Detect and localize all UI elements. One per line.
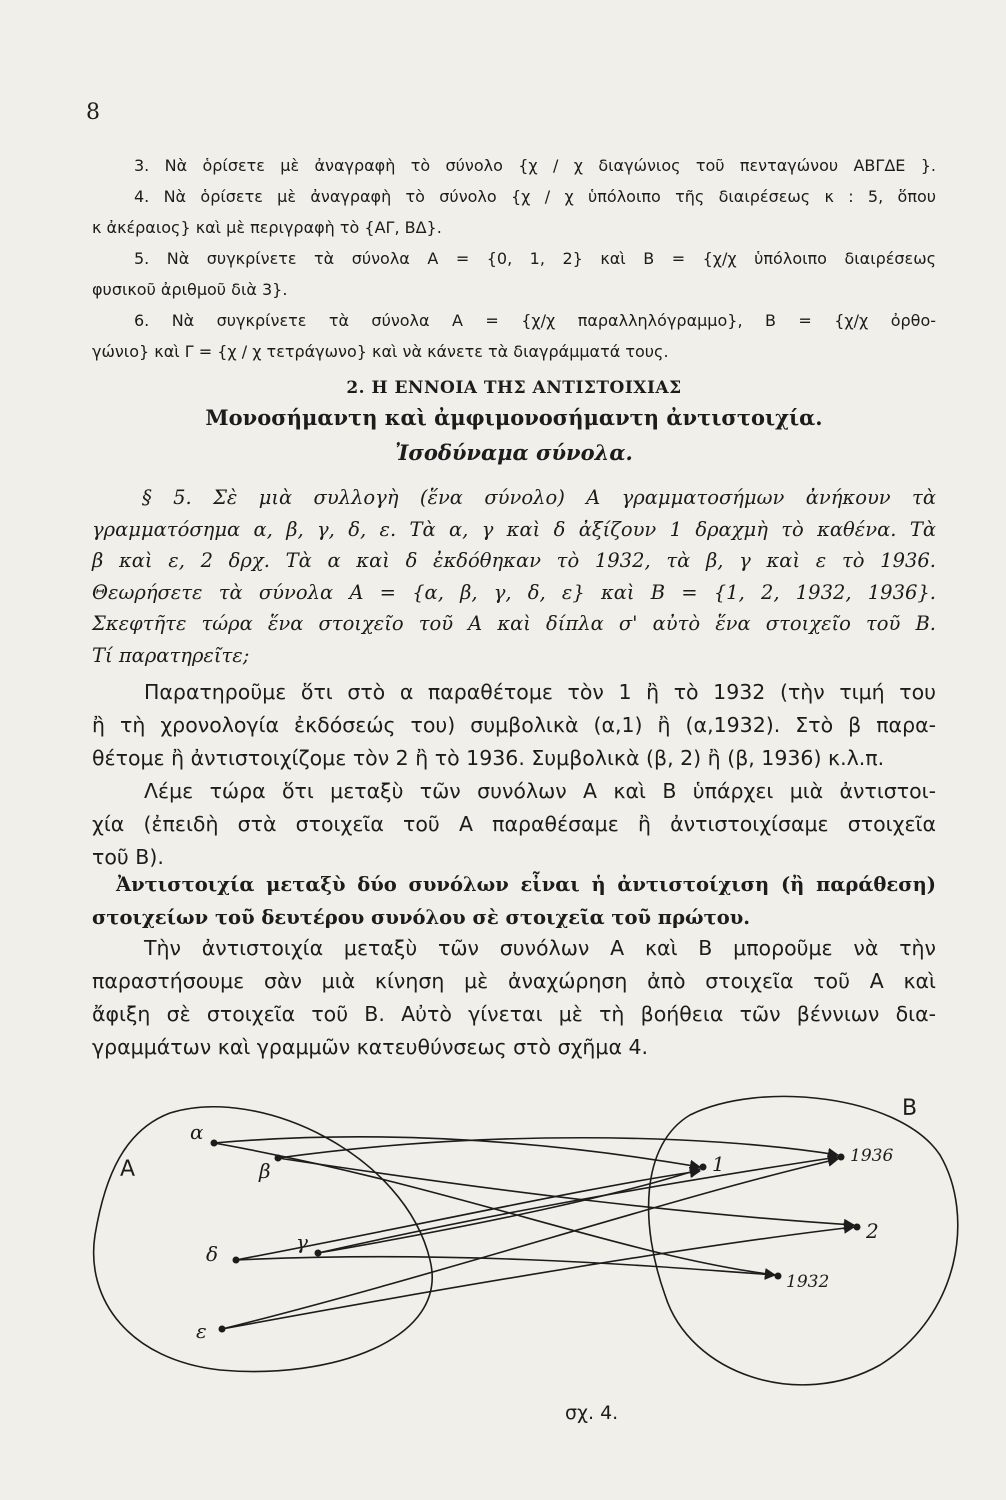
label-alpha: α <box>190 1120 204 1144</box>
exercise-6-line-2: γώνιο} καὶ Γ = {χ / χ τετράγωνο} καὶ νὰ κάνετε τὰ διαγράμματά τους. <box>92 342 669 361</box>
definition-line: Ἀντιστοιχία μεταξὺ δύο συνόλων εἶναι ἡ ἀντιστοίχιση (ἢ παράθεση) <box>116 873 936 896</box>
subtitle-correspondence: Μονοσήμαντη καὶ ἀμφιμονοσήμαντη ἀντιστοιχία. <box>205 405 823 430</box>
body-paragraph-2 <box>92 775 936 874</box>
paragraph-5-line: § 5. Σὲ μιὰ συλλογὴ (ἕνα σύνολο) Α γραμματοσήμων ἀνήκουν τὰ <box>142 486 936 509</box>
body-line: τοῦ Β). <box>92 845 164 869</box>
label-1: 1 <box>712 1152 725 1176</box>
exercise-3 <box>92 150 936 181</box>
body-line: ἢ τὴ χρονολογία ἐκδόσεώς του) συμβολικὰ (α,1) ἢ (α,1932). Στὸ β παρα- <box>92 713 936 737</box>
arrow-delta-1932 <box>236 1257 775 1275</box>
exercise-5-line-2: φυσικοῦ ἀριθμοῦ διὰ 3}. <box>92 280 288 299</box>
exercise-6-line-1: 6. Νὰ συγκρίνετε τὰ σύνολα Α = {χ/χ παραλληλόγραμμο}, Β = {χ/χ ὀρθο- <box>134 311 936 330</box>
label-1932: 1932 <box>786 1272 830 1292</box>
paragraph-5-line: Θεωρήσετε τὰ σύνολα Α = {α, β, γ, δ, ε} καὶ Β = {1, 2, 1932, 1936}. <box>92 580 936 604</box>
point-1932 <box>775 1273 782 1280</box>
body-line: Λέμε τώρα ὅτι μεταξὺ τῶν συνόλων Α καὶ Β ὑπάρχει μιὰ ἀντιστοι- <box>144 779 936 803</box>
paragraph-5 <box>92 482 936 671</box>
point-delta <box>233 1257 240 1264</box>
section-title: 2. Η ΕΝΝΟΙΑ ΤΗΣ ΑΝΤΙΣΤΟΙΧΙΑΣ <box>346 378 682 398</box>
exercise-3-text: 3. Νὰ ὁρίσετε μὲ ἀναγραφὴ τὸ σύνολο {χ / χ διαγώνιος τοῦ πενταγώνου ΑΒΓΔΕ }. <box>134 156 936 175</box>
exercise-5-line-1: 5. Νὰ συγκρίνετε τὰ σύνολα Α = {0, 1, 2} καὶ Β = {χ/χ ὑπόλοιπο διαιρέσεως <box>134 249 936 268</box>
exercise-4-line-1: 4. Νὰ ὁρίσετε μὲ ἀναγραφὴ τὸ σύνολο {χ / χ ὑπόλοιπο τῆς διαιρέσεως κ : 5, ὅπου <box>134 187 936 206</box>
point-alpha <box>211 1140 218 1147</box>
label-delta: δ <box>206 1242 219 1266</box>
definition-line: στοιχείων τοῦ δευτέρου συνόλου σὲ στοιχεῖα τοῦ πρώτου. <box>92 906 751 929</box>
subtitle-equivalent-sets: Ἰσοδύναμα σύνολα. <box>395 440 633 465</box>
set-b-boundary <box>649 1096 958 1384</box>
body-paragraph-1 <box>92 676 936 775</box>
exercise-4-line-2: κ ἀκέραιος} καὶ μὲ περιγραφὴ τὸ {ΑΓ, ΒΔ}. <box>92 218 442 237</box>
venn-diagram-figure <box>0 1075 1006 1395</box>
body-line: ἄφιξη σὲ στοιχεῖα τοῦ Β. Αὐτὸ γίνεται μὲ τὴ βοήθεια τῶν βέννιων δια- <box>92 1002 936 1026</box>
label-beta: β <box>259 1159 271 1183</box>
point-2 <box>854 1224 861 1231</box>
set-a-label: Α <box>120 1157 136 1182</box>
label-epsilon: ε <box>196 1319 207 1343</box>
paragraph-5-line: β καὶ ε, 2 δρχ. Τὰ α καὶ δ ἐκδόθηκαν τὸ 1932, τὰ β, γ καὶ ε τὸ 1936. <box>92 549 936 572</box>
point-epsilon <box>219 1326 226 1333</box>
point-1 <box>700 1164 707 1171</box>
body-line: Τὴν ἀντιστοιχία μεταξὺ τῶν συνόλων Α καὶ Β μποροῦμε νὰ τὴν <box>144 936 936 960</box>
body-line: Παρατηροῦμε ὅτι στὸ α παραθέτομε τὸν 1 ἢ τὸ 1932 (τὴν τιμή του <box>144 680 936 704</box>
definition <box>92 868 936 934</box>
set-b-label: Β <box>902 1096 918 1121</box>
label-2: 2 <box>866 1219 879 1243</box>
point-gamma <box>315 1250 322 1257</box>
point-1936 <box>838 1154 845 1161</box>
body-line: θέτομε ἢ ἀντιστοιχίζομε τὸν 2 ἢ τὸ 1936. Συμβολικὰ (β, 2) ἢ (β, 1936) κ.λ.π. <box>92 746 885 770</box>
paragraph-5-line: γραμματόσημα α, β, γ, δ, ε. Τὰ α, γ καὶ δ ἀξίζουν 1 δραχμὴ τὸ καθένα. Τὰ <box>92 517 936 541</box>
label-gamma: γ <box>296 1230 308 1254</box>
label-1936: 1936 <box>850 1146 894 1166</box>
body-line: χία (ἐπειδὴ στὰ στοιχεῖα τοῦ Α παραθέσαμε ἢ ἀντιστοιχίσαμε στοιχεῖα <box>92 812 936 836</box>
figure-caption: σχ. 4. <box>565 1402 619 1424</box>
body-line: γραμμάτων καὶ γραμμῶν κατευθύνσεως στὸ σχῆμα 4. <box>92 1035 649 1059</box>
body-line: παραστήσουμε σὰν μιὰ κίνηση μὲ ἀναχώρηση ἀπὸ στοιχεῖα τοῦ Α καὶ <box>92 969 936 993</box>
page-number: 8 <box>86 100 100 125</box>
body-paragraph-3 <box>92 932 936 1064</box>
point-beta <box>275 1155 282 1162</box>
paragraph-5-line: Σκεφτῆτε τώρα ἕνα στοιχεῖο τοῦ Α καὶ δίπλα σ' αὐτὸ ἕνα στοιχεῖο τοῦ Β. <box>92 612 936 635</box>
paragraph-5-line: Τί παρατηρεῖτε; <box>92 643 250 667</box>
